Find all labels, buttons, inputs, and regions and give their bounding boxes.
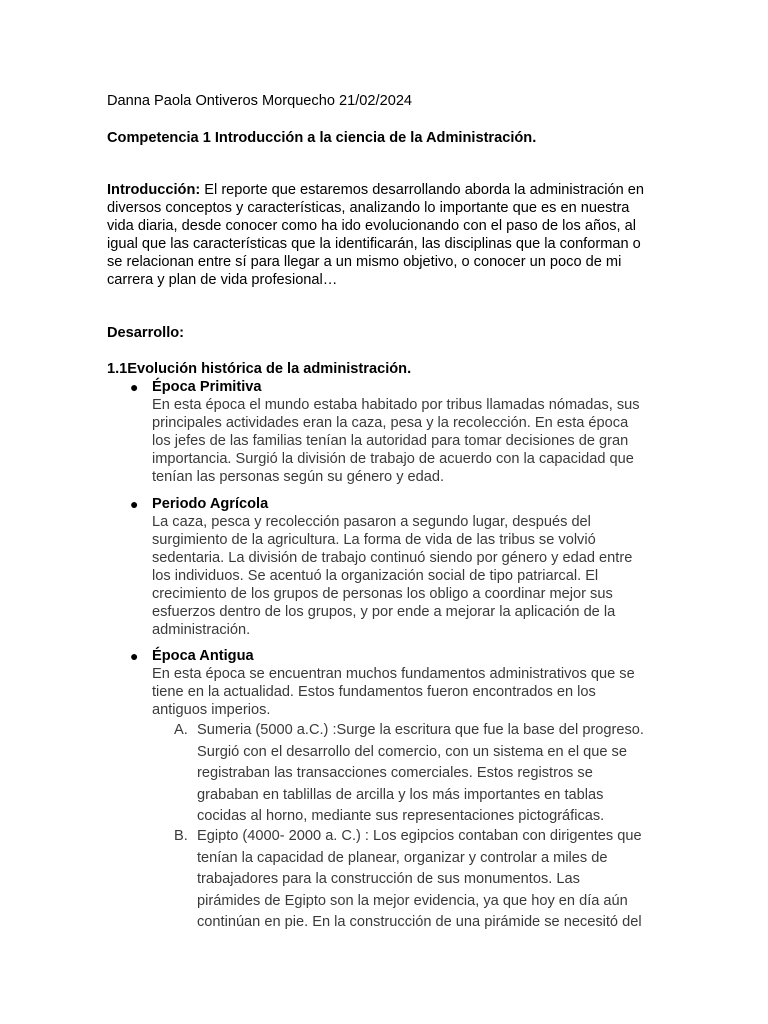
introduccion-paragraph [107, 181, 667, 289]
section-number: 1.1 [107, 361, 128, 377]
sub-item-sumeria: A. Sumeria (5000 a.C.) :Surge la escritura que fue la base del progreso. Surgió con el desarrollo del comercio, con un sistema en el que se registraban las transacciones comerciales. Estos registros se grababan en tablillas de arcilla y los más importantes en tablas cocidas al horno, mediante sus representaciones pictográficas. [174, 722, 644, 824]
bullet-dot-icon: ● [130, 648, 139, 664]
intro-line: igual que las características que la identificarán, las disciplinas que la conforman o [107, 236, 641, 252]
bullet-dot-icon: ● [130, 379, 139, 395]
bullet-title: Época Primitiva [152, 379, 262, 395]
intro-label: Introducción: [107, 182, 201, 198]
intro-line: carrera y plan de vida profesional… [107, 272, 338, 288]
bullet-item-periodo-agricola [130, 495, 672, 639]
list-marker: A. [174, 722, 188, 738]
intro-line: vida diaria, desde conocer como ha ido evolucionando con el paso de los años, al [107, 218, 636, 234]
section-title-text: Evolución histórica de la administración. [127, 361, 412, 377]
sub-item-egipto: B. Egipto (4000- 2000 a. C.) : Los egipcios contaban con dirigentes que tenían la capacidad de planear, organizar y controlar a miles de trabajadores para la construcción de sus monumentos. Las pirámides de Egipto son la mejor evidencia, ya que hoy en día aún continúan en pie. En la construcción de una pirámide se necesitó del [174, 828, 642, 930]
bullet-title: Periodo Agrícola [152, 496, 269, 512]
bullet-body: En esta época el mundo estaba habitado por tribus llamadas nómadas, sus principales actividades eran la caza, pesa y la recolección. En esta época los jefes de las familias tenían la autoridad para tomar decisiones de gran importancia. Surgió la división de trabajo de acuerdo con la capacidad que tenían las personas según su género y edad. [152, 397, 640, 485]
author-date-line: Danna Paola Ontiveros Morquecho 21/02/2024 [107, 93, 413, 109]
section-heading [107, 360, 411, 378]
bullet-title: Época Antigua [152, 648, 254, 664]
intro-line: Introducción: El reporte que estaremos desarrollando aborda la administración en [107, 182, 644, 198]
competencia-title: Competencia 1 Introducción a la ciencia de la Administración. [107, 130, 537, 146]
intro-line: se relacionan entre sí para llegar a un mismo objetivo, o conocer un poco de mi [107, 254, 622, 270]
bullet-body: La caza, pesca y recolección pasaron a segundo lugar, después del surgimiento de la agricultura. La forma de vida de las tribus se volvió sedentaria. La división de trabajo continuó siendo por género y edad entre los individuos. Se acentuó la organización social de tipo patriarcal. El crecimiento de los grupos de personas los obligo a coordinar mejor sus esfuerzos dentro de los grupos, y por ende a mejorar la aplicación de la administración. [152, 514, 633, 638]
bullet-item-epoca-primitiva [130, 378, 672, 486]
bullet-dot-icon: ● [130, 496, 139, 512]
bullet-body: En esta época se encuentran muchos fundamentos administrativos que se tiene en la actualidad. Estos fundamentos fueron encontrados en los antiguos imperios. [152, 666, 635, 718]
bullet-item-epoca-antigua [130, 647, 672, 719]
list-marker: B. [174, 828, 188, 844]
intro-line: diversos conceptos y características, analizando lo importante que es en nuestra [107, 200, 630, 216]
desarrollo-heading: Desarrollo: [107, 325, 185, 341]
